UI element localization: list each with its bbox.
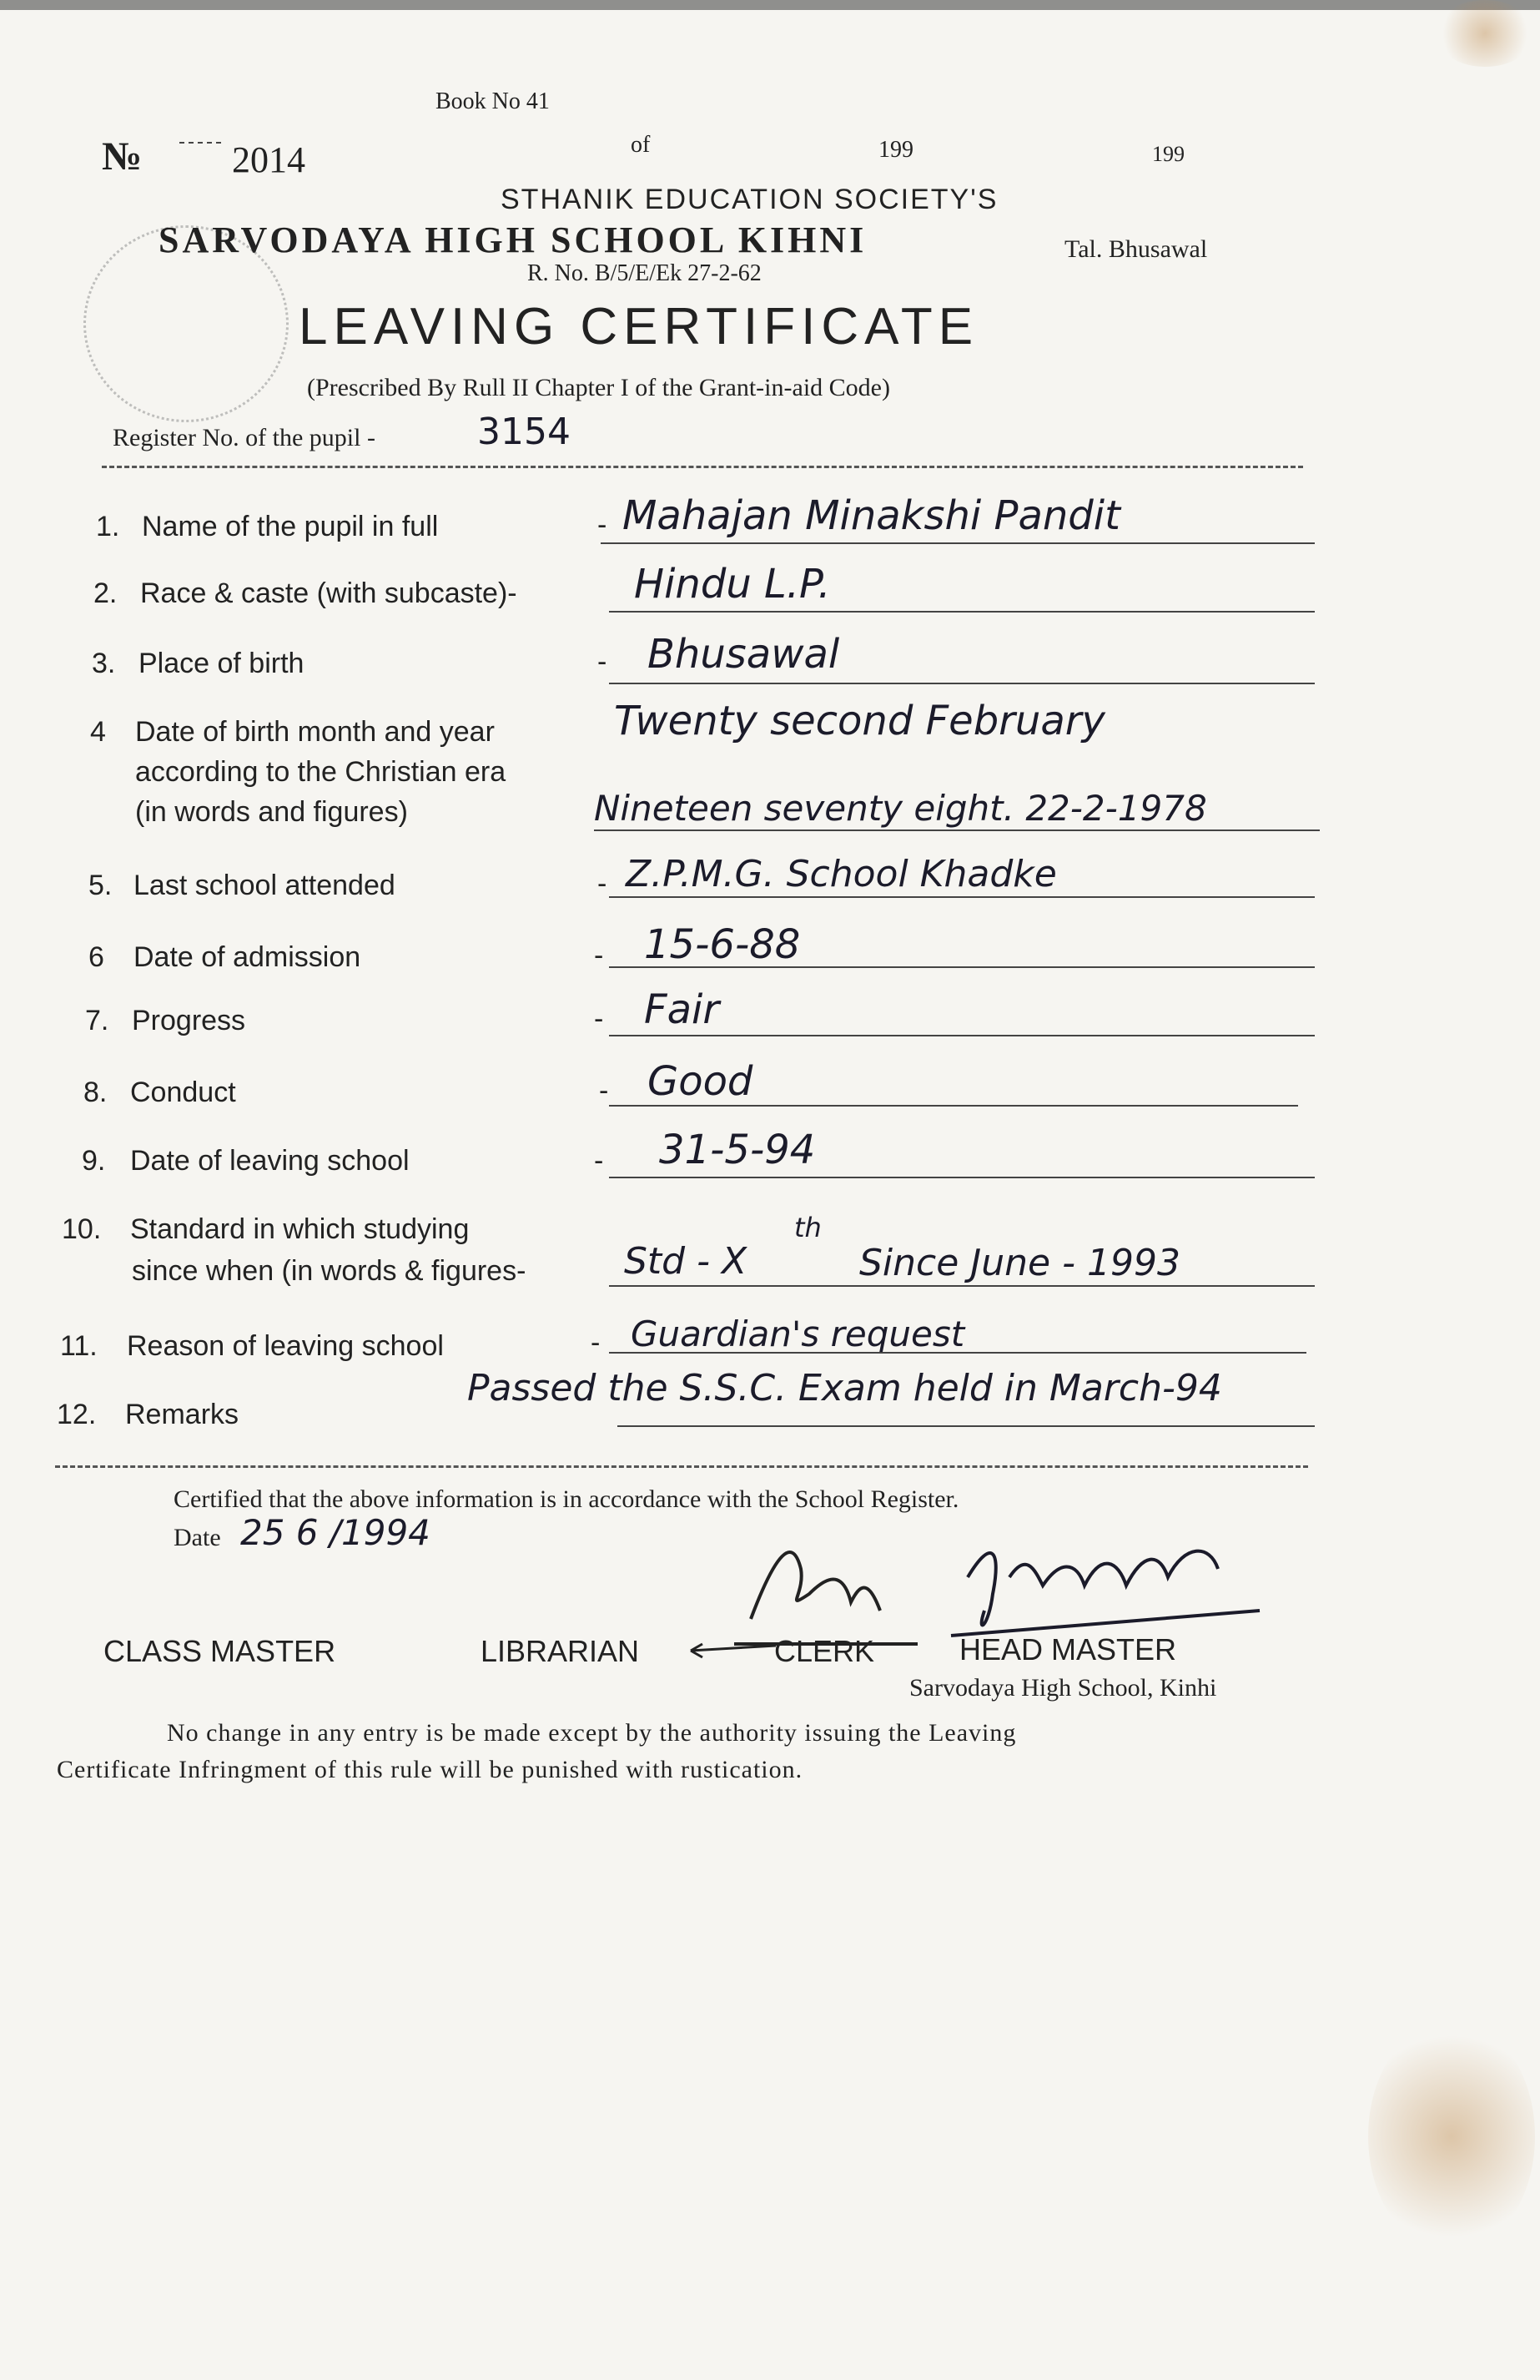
year-field-b: 199 — [1152, 142, 1185, 166]
field-underline — [617, 1425, 1315, 1427]
field-label: Date of leaving school — [130, 1145, 410, 1177]
field-number: 12. — [57, 1399, 97, 1430]
note-line-1: No change in any entry is be made except by the authority issuing the Leaving — [167, 1719, 1017, 1747]
field-underline — [601, 542, 1315, 544]
field-number: 7. — [85, 1005, 109, 1036]
leaving-date-value: 31-5-94 — [659, 1127, 816, 1173]
field-dash: - — [594, 1003, 604, 1035]
progress-value: Fair — [644, 986, 720, 1033]
field-underline — [609, 1352, 1306, 1354]
last-school-value: Z.P.M.G. School Khadke — [626, 853, 1057, 895]
place-of-birth-value: Bhusawal — [647, 631, 840, 678]
librarian-arrow — [684, 1636, 784, 1661]
certificate-number-line — [179, 142, 221, 144]
field-dash: - — [597, 509, 607, 541]
field-underline — [609, 1285, 1315, 1287]
librarian-label: LIBRARIAN — [481, 1634, 640, 1668]
footer-divider — [55, 1465, 1308, 1468]
field-underline — [609, 1035, 1315, 1036]
field-number: 11. — [60, 1330, 98, 1362]
field-underline — [609, 896, 1315, 898]
field-label: Progress — [132, 1005, 246, 1036]
field-label-line2: according to the Christian era — [135, 756, 506, 788]
field-label: Last school attended — [133, 870, 395, 901]
certification-date: 25 6 /1994 — [240, 1512, 430, 1553]
race-caste-value: Hindu L.P. — [634, 561, 831, 608]
certificate-title: LEAVING CERTIFICATE — [299, 298, 979, 355]
note-line-2: Certificate Infringment of this rule will be punished with rustication. — [57, 1756, 803, 1783]
field-label: Conduct — [130, 1077, 236, 1108]
standard-since-value: Since June - 1993 — [859, 1242, 1180, 1284]
field-underline — [609, 1105, 1298, 1107]
register-value: 3154 — [477, 411, 571, 453]
field-underline — [609, 683, 1315, 684]
field-dash: - — [594, 940, 604, 971]
field-dash: - — [597, 646, 607, 678]
field-label: Race & caste (with subcaste)- — [140, 577, 517, 609]
field-number: 4 — [90, 716, 106, 748]
standard-value: Std - X — [624, 1240, 747, 1283]
header-divider — [102, 466, 1303, 468]
stain-right — [1368, 2019, 1535, 2253]
field-number: 1. — [96, 511, 120, 542]
field-underline — [609, 611, 1315, 613]
field-dash: - — [591, 1327, 601, 1359]
head-master-label: HEAD MASTER — [959, 1632, 1177, 1667]
field-dash: - — [594, 1145, 604, 1177]
book-number: Book No 41 — [435, 88, 550, 114]
field-label: Date of admission — [133, 941, 361, 973]
of-label: of — [631, 132, 651, 158]
remarks-value: Passed the S.S.C. Exam held in March-94 — [467, 1367, 1222, 1409]
field-label: Standard in which studying — [130, 1213, 470, 1245]
field-number: 3. — [92, 648, 116, 679]
stain-top-right — [1435, 0, 1535, 67]
field-number: 9. — [82, 1145, 106, 1177]
class-master-label: CLASS MASTER — [103, 1634, 336, 1668]
dob-year-value: Nineteen seventy eight. 22-2-1978 — [594, 788, 1207, 829]
field-label-line3: (in words and figures) — [135, 796, 408, 828]
certificate-subtitle: (Prescribed By Rull II Chapter I of the Grant-in-aid Code) — [307, 374, 890, 401]
field-underline — [609, 1177, 1315, 1178]
year-field-a: 199 — [878, 137, 913, 163]
field-underline — [609, 966, 1315, 968]
date-label: Date — [174, 1524, 221, 1551]
field-dash: - — [599, 1075, 609, 1107]
field-label: Reason of leaving school — [127, 1330, 444, 1362]
certificate-number: 2014 — [232, 139, 305, 180]
certification-statement: Certified that the above information is in accordance with the School Register. — [174, 1485, 959, 1513]
registration-number: R. No. B/5/E/Ek 27-2-62 — [527, 260, 762, 286]
top-edge — [0, 0, 1540, 10]
society-name: STHANIK EDUCATION SOCIETY'S — [501, 184, 999, 215]
school-name: SARVODAYA HIGH SCHOOL KIHNI — [159, 219, 868, 260]
field-number: 8. — [83, 1077, 108, 1108]
taluka: Tal. Bhusawal — [1064, 235, 1208, 263]
pupil-name-value: Mahajan Minakshi Pandit — [622, 492, 1120, 539]
field-label: Remarks — [125, 1399, 239, 1430]
field-label: Date of birth month and year — [135, 716, 495, 748]
field-underline — [594, 829, 1320, 831]
field-label-line2: since when (in words & figures- — [132, 1255, 526, 1287]
field-number: 5. — [88, 870, 113, 901]
field-number: 6 — [88, 941, 104, 973]
field-label: Name of the pupil in full — [142, 511, 439, 542]
field-label: Place of birth — [138, 648, 304, 679]
admission-date-value: 15-6-88 — [644, 921, 801, 968]
school-signature-label: Sarvodaya High School, Kinhi — [909, 1674, 1217, 1702]
leaving-reason-value: Guardian's request — [631, 1314, 965, 1354]
standard-superscript: th — [794, 1212, 822, 1243]
clerk-label: CLERK — [774, 1634, 875, 1668]
headmaster-signature — [943, 1519, 1276, 1644]
conduct-value: Good — [647, 1058, 753, 1105]
dob-words-value: Twenty second February — [614, 698, 1105, 744]
certificate-number-label: № — [102, 134, 143, 179]
register-label: Register No. of the pupil - — [113, 424, 375, 451]
field-number: 2. — [93, 577, 118, 609]
field-number: 10. — [62, 1213, 102, 1245]
field-dash: - — [597, 868, 607, 900]
